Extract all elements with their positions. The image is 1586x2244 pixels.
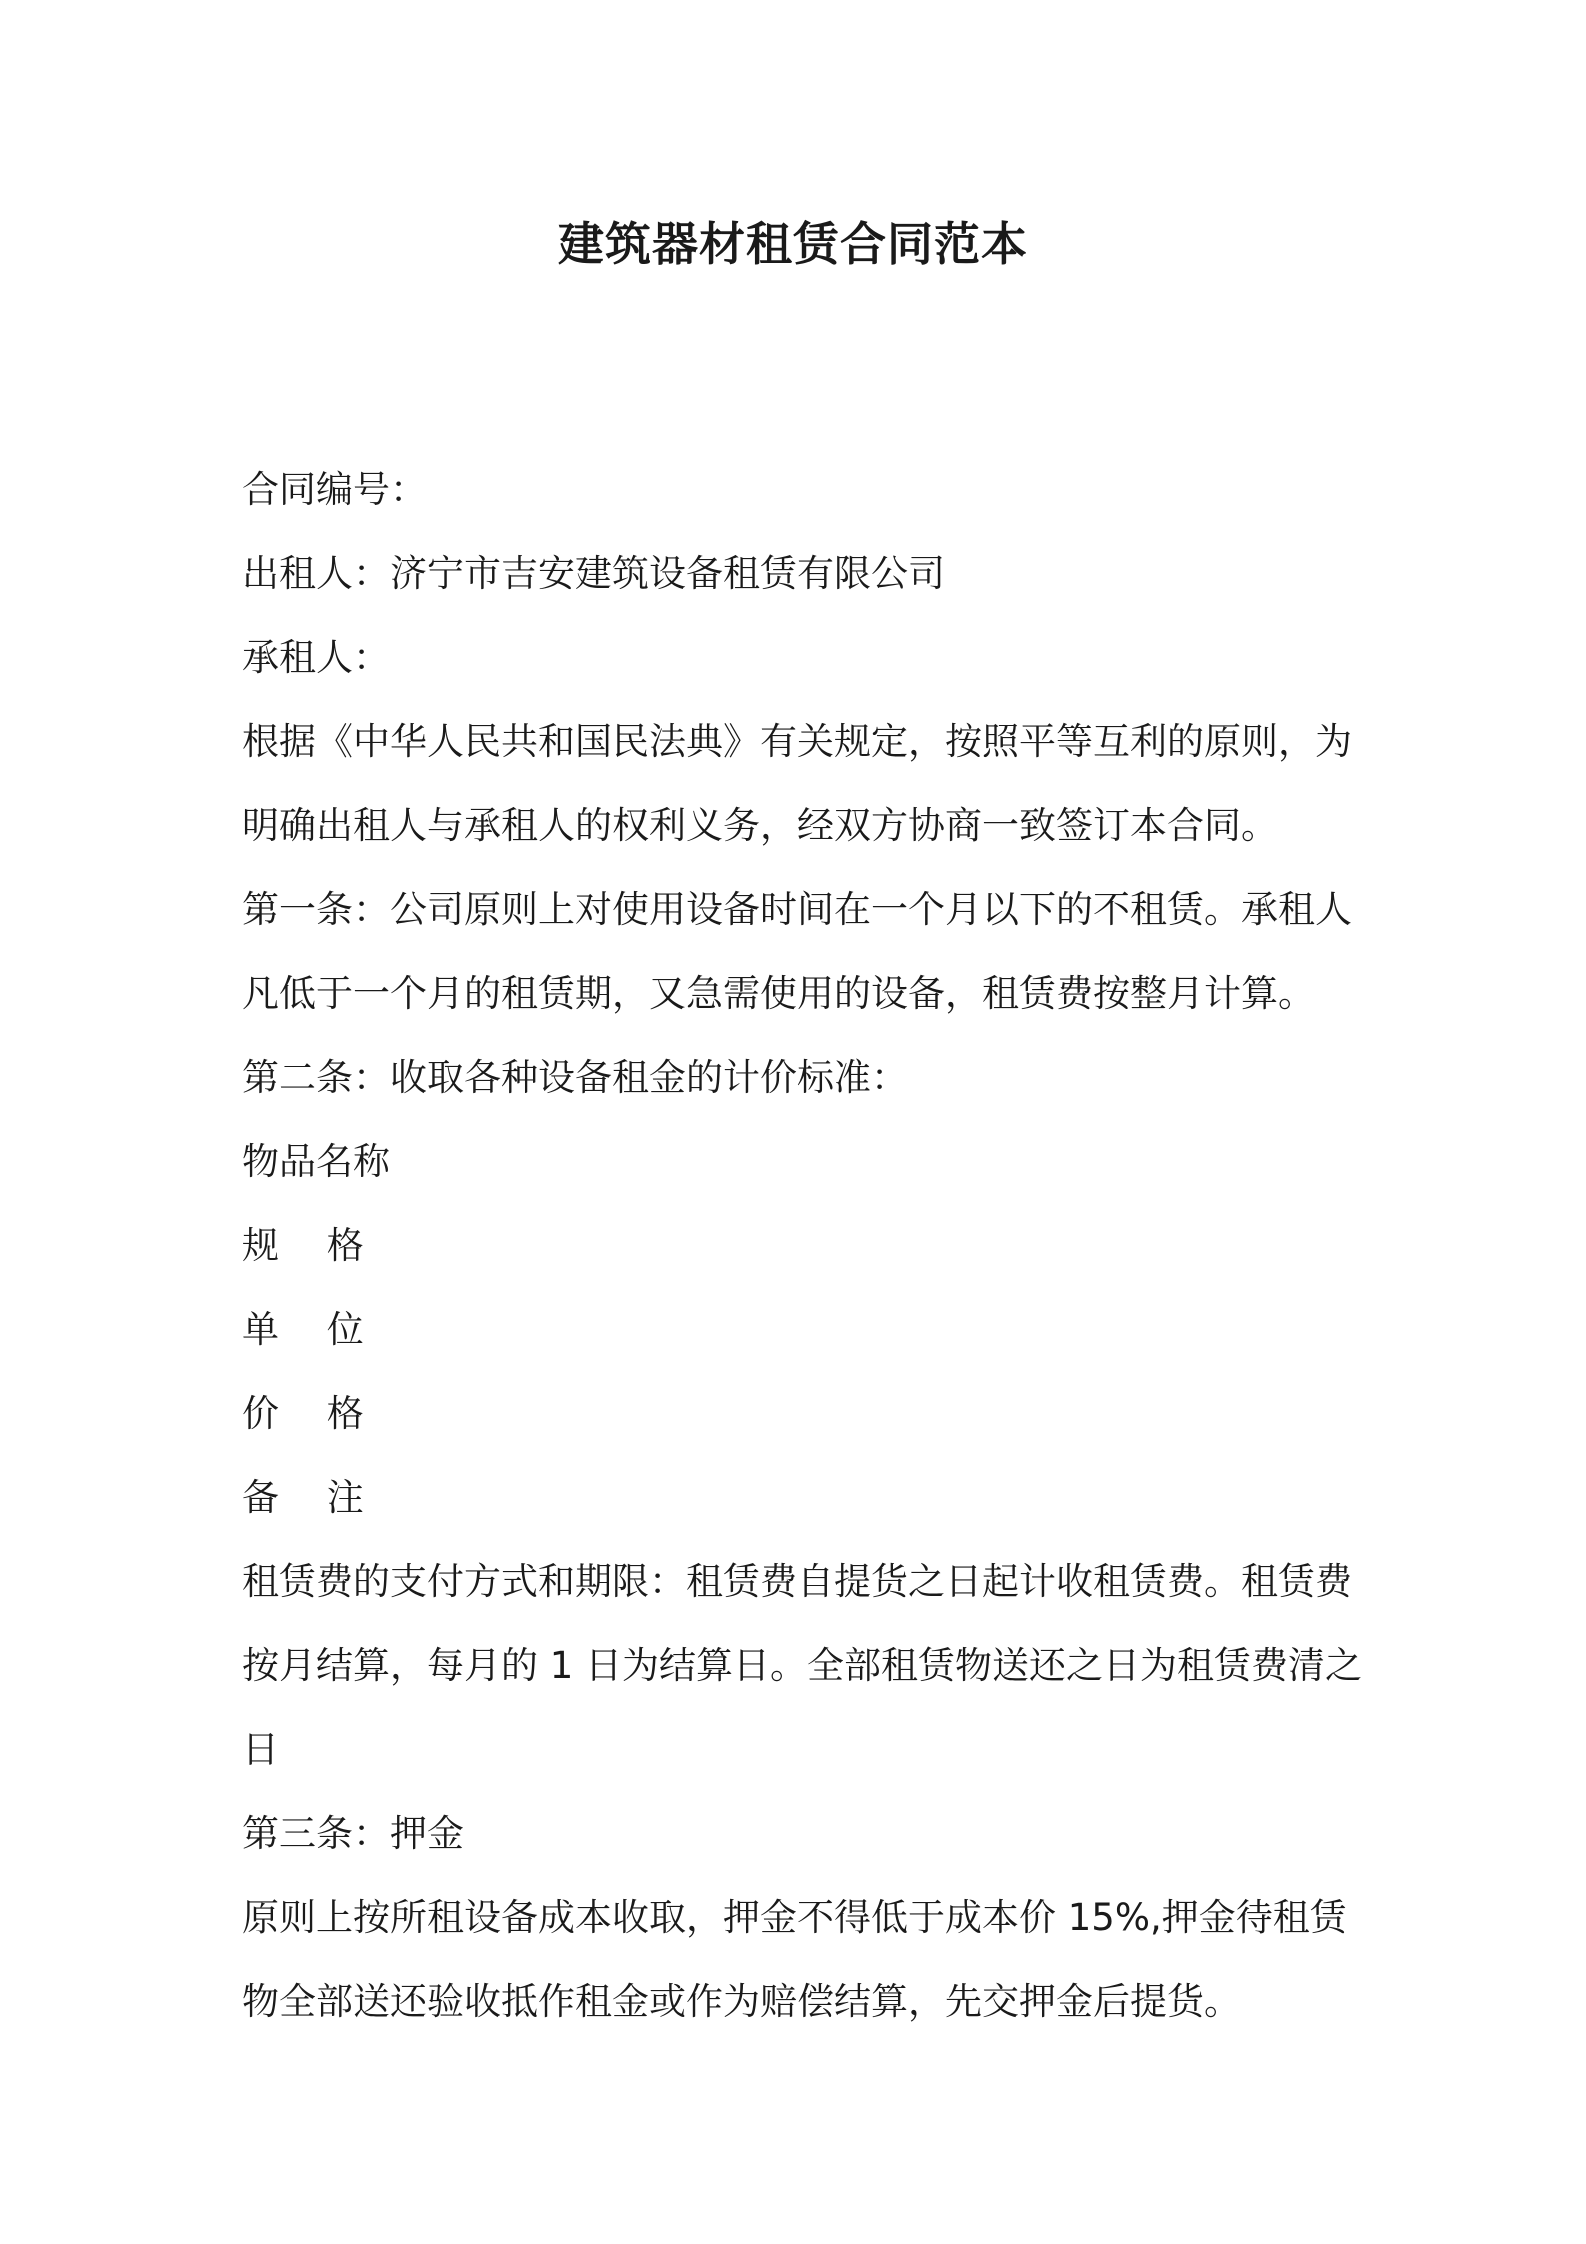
spec-label: 规 格: [242, 1224, 382, 1267]
unit-label: 单 位: [242, 1308, 382, 1351]
item-name-label: 物品名称: [242, 1140, 390, 1183]
deposit-line-2: 物全部送还验收抵作租金或作为赔偿结算，先交押金后提货。: [242, 1980, 1241, 2023]
preamble-line-2: 明确出租人与承租人的权利义务，经双方协商一致签订本合同。: [242, 804, 1278, 847]
article-1-line-1: 第一条：公司原则上对使用设备时间在一个月以下的不租赁。承租人: [242, 888, 1352, 931]
article-2-heading: 第二条：收取各种设备租金的计价标准：: [242, 1056, 908, 1099]
preamble-line-1: 根据《中华人民共和国民法典》有关规定，按照平等互利的原则，为: [242, 720, 1352, 763]
document-body: [242, 448, 1363, 2044]
lessor-line: 出租人：济宁市吉安建筑设备租赁有限公司: [242, 552, 945, 595]
contract-number-line: 合同编号：: [242, 468, 427, 511]
remarks-label: 备 注: [242, 1476, 382, 1519]
deposit-line-1: 原则上按所租设备成本收取，押金不得低于成本价 15%,押金待租赁: [242, 1896, 1347, 1939]
payment-terms-line-1: 租赁费的支付方式和期限：租赁费自提货之日起计收租赁费。租赁费: [242, 1560, 1352, 1603]
document-title: 建筑器材租赁合同范本: [558, 217, 1028, 271]
payment-terms-line-3: 日: [242, 1728, 279, 1771]
article-3-heading: 第三条：押金: [242, 1812, 464, 1855]
price-label: 价 格: [242, 1392, 382, 1435]
article-1-line-2: 凡低于一个月的租赁期，又急需使用的设备，租赁费按整月计算。: [242, 972, 1315, 1015]
lessee-line: 承租人：: [242, 636, 390, 679]
payment-terms-line-2: 按月结算，每月的 1 日为结算日。全部租赁物送还之日为租赁费清之: [242, 1644, 1363, 1687]
